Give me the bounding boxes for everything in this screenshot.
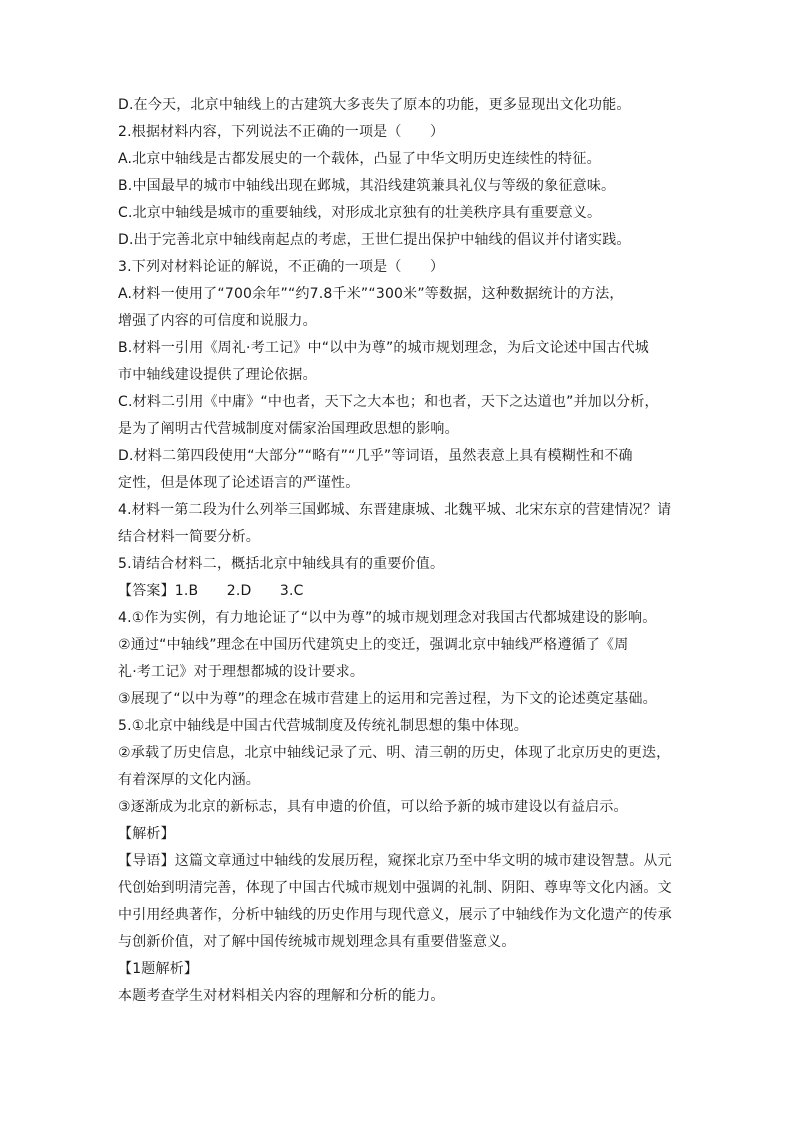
question-4-cont: 结合材料一简要分析。 [118, 529, 260, 545]
question-4: 4.材料一第二段为什么列举三国邺城、东晋建康城、北魏平城、北宋东京的营建情况？请 [118, 502, 672, 518]
answer-4-point-3: ③展现了“以中为尊”的理念在城市营建上的运用和完善过程，为下文的论述奠定基础。 [118, 691, 657, 707]
question-3-option-d: D.材料二第四段使用“大部分”“略有”“几乎”等词语，虽然表意上具有模糊性和不确 [118, 448, 633, 464]
answer-5-point-1: 5.①北京中轴线是中国古代营城制度及传统礼制思想的集中体现。 [118, 718, 528, 734]
question-2-option-b: B.中国最早的城市中轴线出现在邺城，其沿线建筑兼具礼仪与等级的象征意味。 [118, 178, 616, 194]
answer-4-point-1: 4.①作为实例，有力地论证了“以中为尊”的城市规划理念对我国古代都城建设的影响。 [118, 610, 657, 626]
question-2-option-a: A.北京中轴线是古都发展史的一个载体，凸显了中华文明历史连续性的特征。 [118, 151, 601, 167]
answer-5-point-2-cont: 有着深厚的文化内涵。 [118, 772, 260, 788]
document-body [118, 92, 678, 1010]
answer-heading: 【答案】1.B 2.D 3.C [118, 583, 304, 599]
question-3-option-b: B.材料一引用《周礼·考工记》中“以中为尊”的城市规划理念，为后文论述中国古代城 [118, 340, 650, 356]
answer-4-point-2-cont: 礼·考工记》对于理想都城的设计要求。 [118, 664, 365, 680]
analysis-heading: 【解析】 [118, 826, 175, 842]
question-3-option-a: A.材料一使用了“700余年”“约7.8千米”“300米”等数据，这种数据统计的方法， [118, 286, 624, 302]
question-3-option-a-cont: 增强了内容的可信度和说服力。 [118, 313, 317, 329]
question-2: 2.根据材料内容，下列说法不正确的一项是（ ） [118, 124, 445, 140]
question-3-option-d-cont: 定性，但是体现了论述语言的严谨性。 [118, 475, 360, 491]
q1-analysis-heading: 【1题解析】 [118, 961, 199, 977]
intro-paragraph-line-4: 与创新价值，对了解中国传统城市规划理念具有重要借鉴意义。 [118, 934, 516, 950]
intro-paragraph-line-3: 中引用经典著作，分析中轴线的历史作用与现代意义，展示了中轴线作为文化遗产的传承 [118, 907, 672, 923]
question-2-option-c: C.北京中轴线是城市的重要轴线，对形成北京独有的壮美秩序具有重要意义。 [118, 205, 602, 221]
q1-analysis-text: 本题考查学生对材料相关内容的理解和分析的能力。 [118, 988, 445, 1004]
answer-5-point-3: ③逐渐成为北京的新标志，具有申遗的价值，可以给予新的城市建设以有益启示。 [118, 799, 628, 815]
question-3-option-c-cont: 是为了阐明古代营城制度对儒家治国理政思想的影响。 [118, 421, 459, 437]
question-2-option-d: D.出于完善北京中轴线南起点的考虑，王世仁提出保护中轴线的倡议并付诸实践。 [118, 232, 631, 248]
option-2-d-prev: D.在今天，北京中轴线上的古建筑大多丧失了原本的功能，更多显现出文化功能。 [118, 97, 631, 113]
answer-5-point-2: ②承载了历史信息，北京中轴线记录了元、明、清三朝的历史，体现了北京历史的更迭， [118, 745, 671, 761]
intro-paragraph-line-1: 【导语】这篇文章通过中轴线的发展历程，窥探北京乃至中华文明的城市建设智慧。从元 [118, 853, 672, 869]
answer-4-point-2: ②通过“中轴线”理念在中国历代建筑史上的变迁，强调北京中轴线严格遵循了《周 [118, 637, 629, 653]
question-3-option-b-cont: 市中轴线建设提供了理论依据。 [118, 367, 317, 383]
question-3-option-c: C.材料二引用《中庸》“中也者，天下之大本也；和也者，天下之达道也”并加以分析， [118, 394, 659, 410]
question-3: 3.下列对材料论证的解说，不正确的一项是（ ） [118, 259, 445, 275]
intro-paragraph-line-2: 代创始到明清完善，体现了中国古代城市规划中强调的礼制、阴阳、尊卑等文化内涵。文 [118, 880, 672, 896]
question-5: 5.请结合材料二，概括北京中轴线具有的重要价值。 [118, 556, 445, 572]
